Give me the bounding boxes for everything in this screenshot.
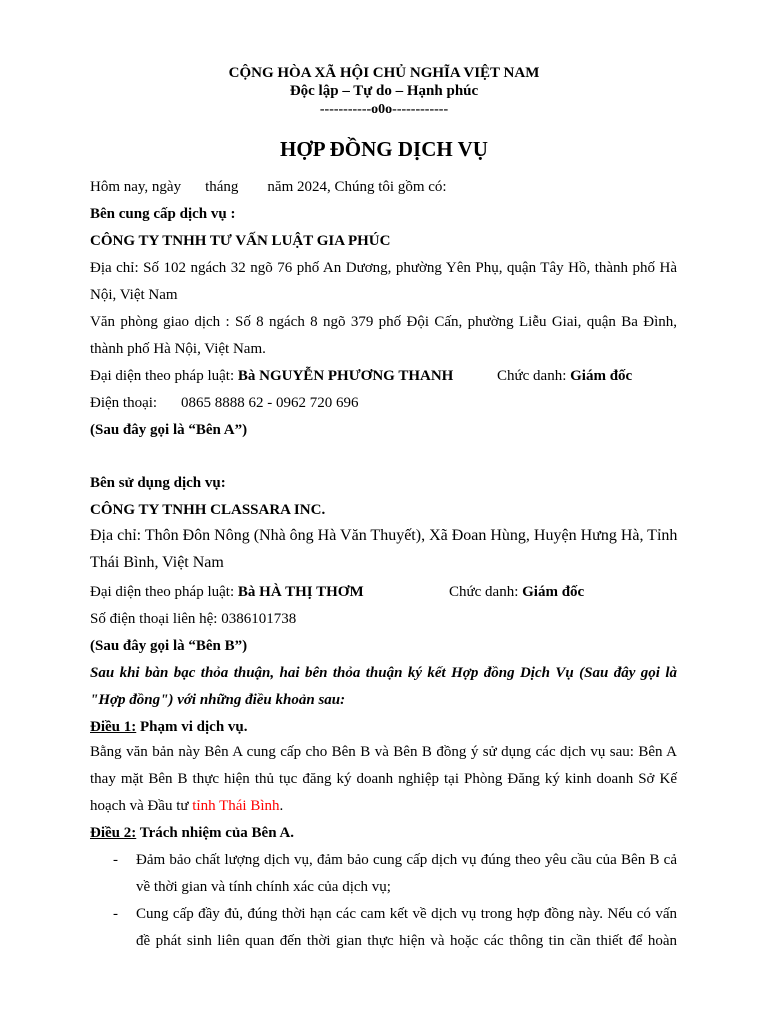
article2-bullet2-line1: Cung cấp đầy đủ, đúng thời hạn các cam kết về dịch vụ trong hợp đồng này. Nếu có vấn (136, 906, 677, 922)
party-a-representative (90, 366, 453, 386)
party-b-phone: Số điện thoại liên hệ: 0386101738 (90, 611, 297, 627)
position-label: Chức danh: (449, 584, 523, 600)
article2-title: Trách nhiệm của Bên A. (136, 825, 295, 841)
header-separator: -----------o0o------------ (319, 102, 449, 117)
rep-name: Bà NGUYỄN PHƯƠNG THANH (237, 368, 454, 384)
article2-bullet2-line2: đề phát sinh liên quan đến thời gian thực hiện và hoặc các thông tin cần thiết để hoàn (136, 933, 677, 949)
article1-line3 (90, 796, 283, 816)
rep-label: Đại diện theo pháp luật: (90, 584, 238, 600)
agreement-line2: "Hợp đồng") với những điều khoản sau: (90, 692, 346, 708)
party-a-phone-label: Điện thoại: (90, 395, 158, 411)
article1-heading (90, 717, 248, 737)
address-label: Địa chỉ (90, 527, 137, 544)
party-b-heading: Bên sử dụng dịch vụ: (90, 475, 226, 491)
article2-bullet1-line2: về thời gian và tính chính xác của dịch vụ; (136, 879, 391, 895)
intro-line (90, 177, 447, 197)
party-a-heading: Bên cung cấp dịch vụ : (90, 206, 236, 222)
address-text: : Thôn Đôn Nông (Nhà ông Hà Văn Thuyết), Xã Đoan Hùng, Huyện Hưng Hà, Tỉnh (136, 527, 678, 544)
position-value: Giám đốc (522, 584, 585, 600)
article1-line1: Bằng văn bản này Bên A cung cấp cho Bên B và Bên B đồng ý sử dụng các dịch vụ sau: Bên A (90, 744, 677, 760)
party-a-company: CÔNG TY TNHH TƯ VẤN LUẬT GIA PHÚC (90, 233, 391, 249)
article1-line3-prefix: hoạch và Đầu tư (90, 798, 193, 814)
article2-label: Điều 2: (90, 825, 137, 841)
document-title: HỢP ĐỒNG DỊCH VỤ (280, 137, 488, 161)
country-name: CỘNG HÒA XÃ HỘI CHỦ NGHĨA VIỆT NAM (228, 65, 540, 81)
party-b-representative (90, 582, 364, 602)
party-a-phone-value: 0865 8888 62 - 0962 720 696 (181, 395, 359, 411)
party-a-alias: (Sau đây gọi là “Bên A”) (90, 422, 248, 438)
national-motto: Độc lập – Tự do – Hạnh phúc (289, 83, 479, 99)
party-a-office-line2: thành phố Hà Nội, Việt Nam. (90, 341, 266, 357)
article2-heading (90, 823, 294, 843)
article1-title: Phạm vi dịch vụ. (136, 719, 248, 735)
position-label: Chức danh: (497, 368, 571, 384)
rep-name: Bà HÀ THỊ THƠM (237, 584, 364, 600)
article1-line2: thay mặt Bên B thực hiện thủ tục đăng ký doanh nghiệp tại Phòng Đăng ký kinh doanh Sở Kế (90, 771, 677, 787)
rep-label: Đại diện theo pháp luật: (90, 368, 238, 384)
article1-line3-suffix: . (279, 798, 284, 814)
agreement-line1: Sau khi bàn bạc thỏa thuận, hai bên thỏa thuận ký kết Hợp đồng Dịch Vụ (Sau đây gọi là (90, 665, 677, 681)
party-a-address-line2: Nội, Việt Nam (90, 287, 178, 303)
intro-day: Hôm nay, ngày (90, 179, 182, 195)
party-b-address-line1 (90, 526, 677, 546)
article2-bullet1-line1: Đảm bảo chất lượng dịch vụ, đảm bảo cung cấp dịch vụ đúng theo yêu cầu của Bên B cả (136, 852, 677, 868)
party-b-address-line2: Thái Bình, Việt Nam (90, 554, 224, 571)
article1-label: Điều 1: (90, 719, 137, 735)
party-a-address-line1: Địa chỉ: Số 102 ngách 32 ngõ 76 phố An Dương, phường Yên Phụ, quận Tây Hồ, thành phố Hà (90, 260, 677, 276)
party-a-position (497, 366, 632, 386)
party-b-position (449, 582, 584, 602)
position-value: Giám đốc (570, 368, 633, 384)
bullet-dash: - (113, 852, 118, 868)
article1-province-highlight: tỉnh Thái Bình (192, 798, 280, 814)
bullet-dash: - (113, 906, 118, 922)
party-a-office-line1: Văn phòng giao dịch : Số 8 ngách 8 ngõ 379 phố Đội Cấn, phường Liễu Giai, quận Ba Đình, (90, 314, 677, 330)
party-b-company: CÔNG TY TNHH CLASSARA INC. (90, 502, 326, 518)
party-b-alias: (Sau đây gọi là “Bên B”) (90, 638, 248, 654)
intro-year: năm 2024, Chúng tôi gồm có: (267, 179, 447, 195)
intro-month: tháng (205, 179, 239, 195)
